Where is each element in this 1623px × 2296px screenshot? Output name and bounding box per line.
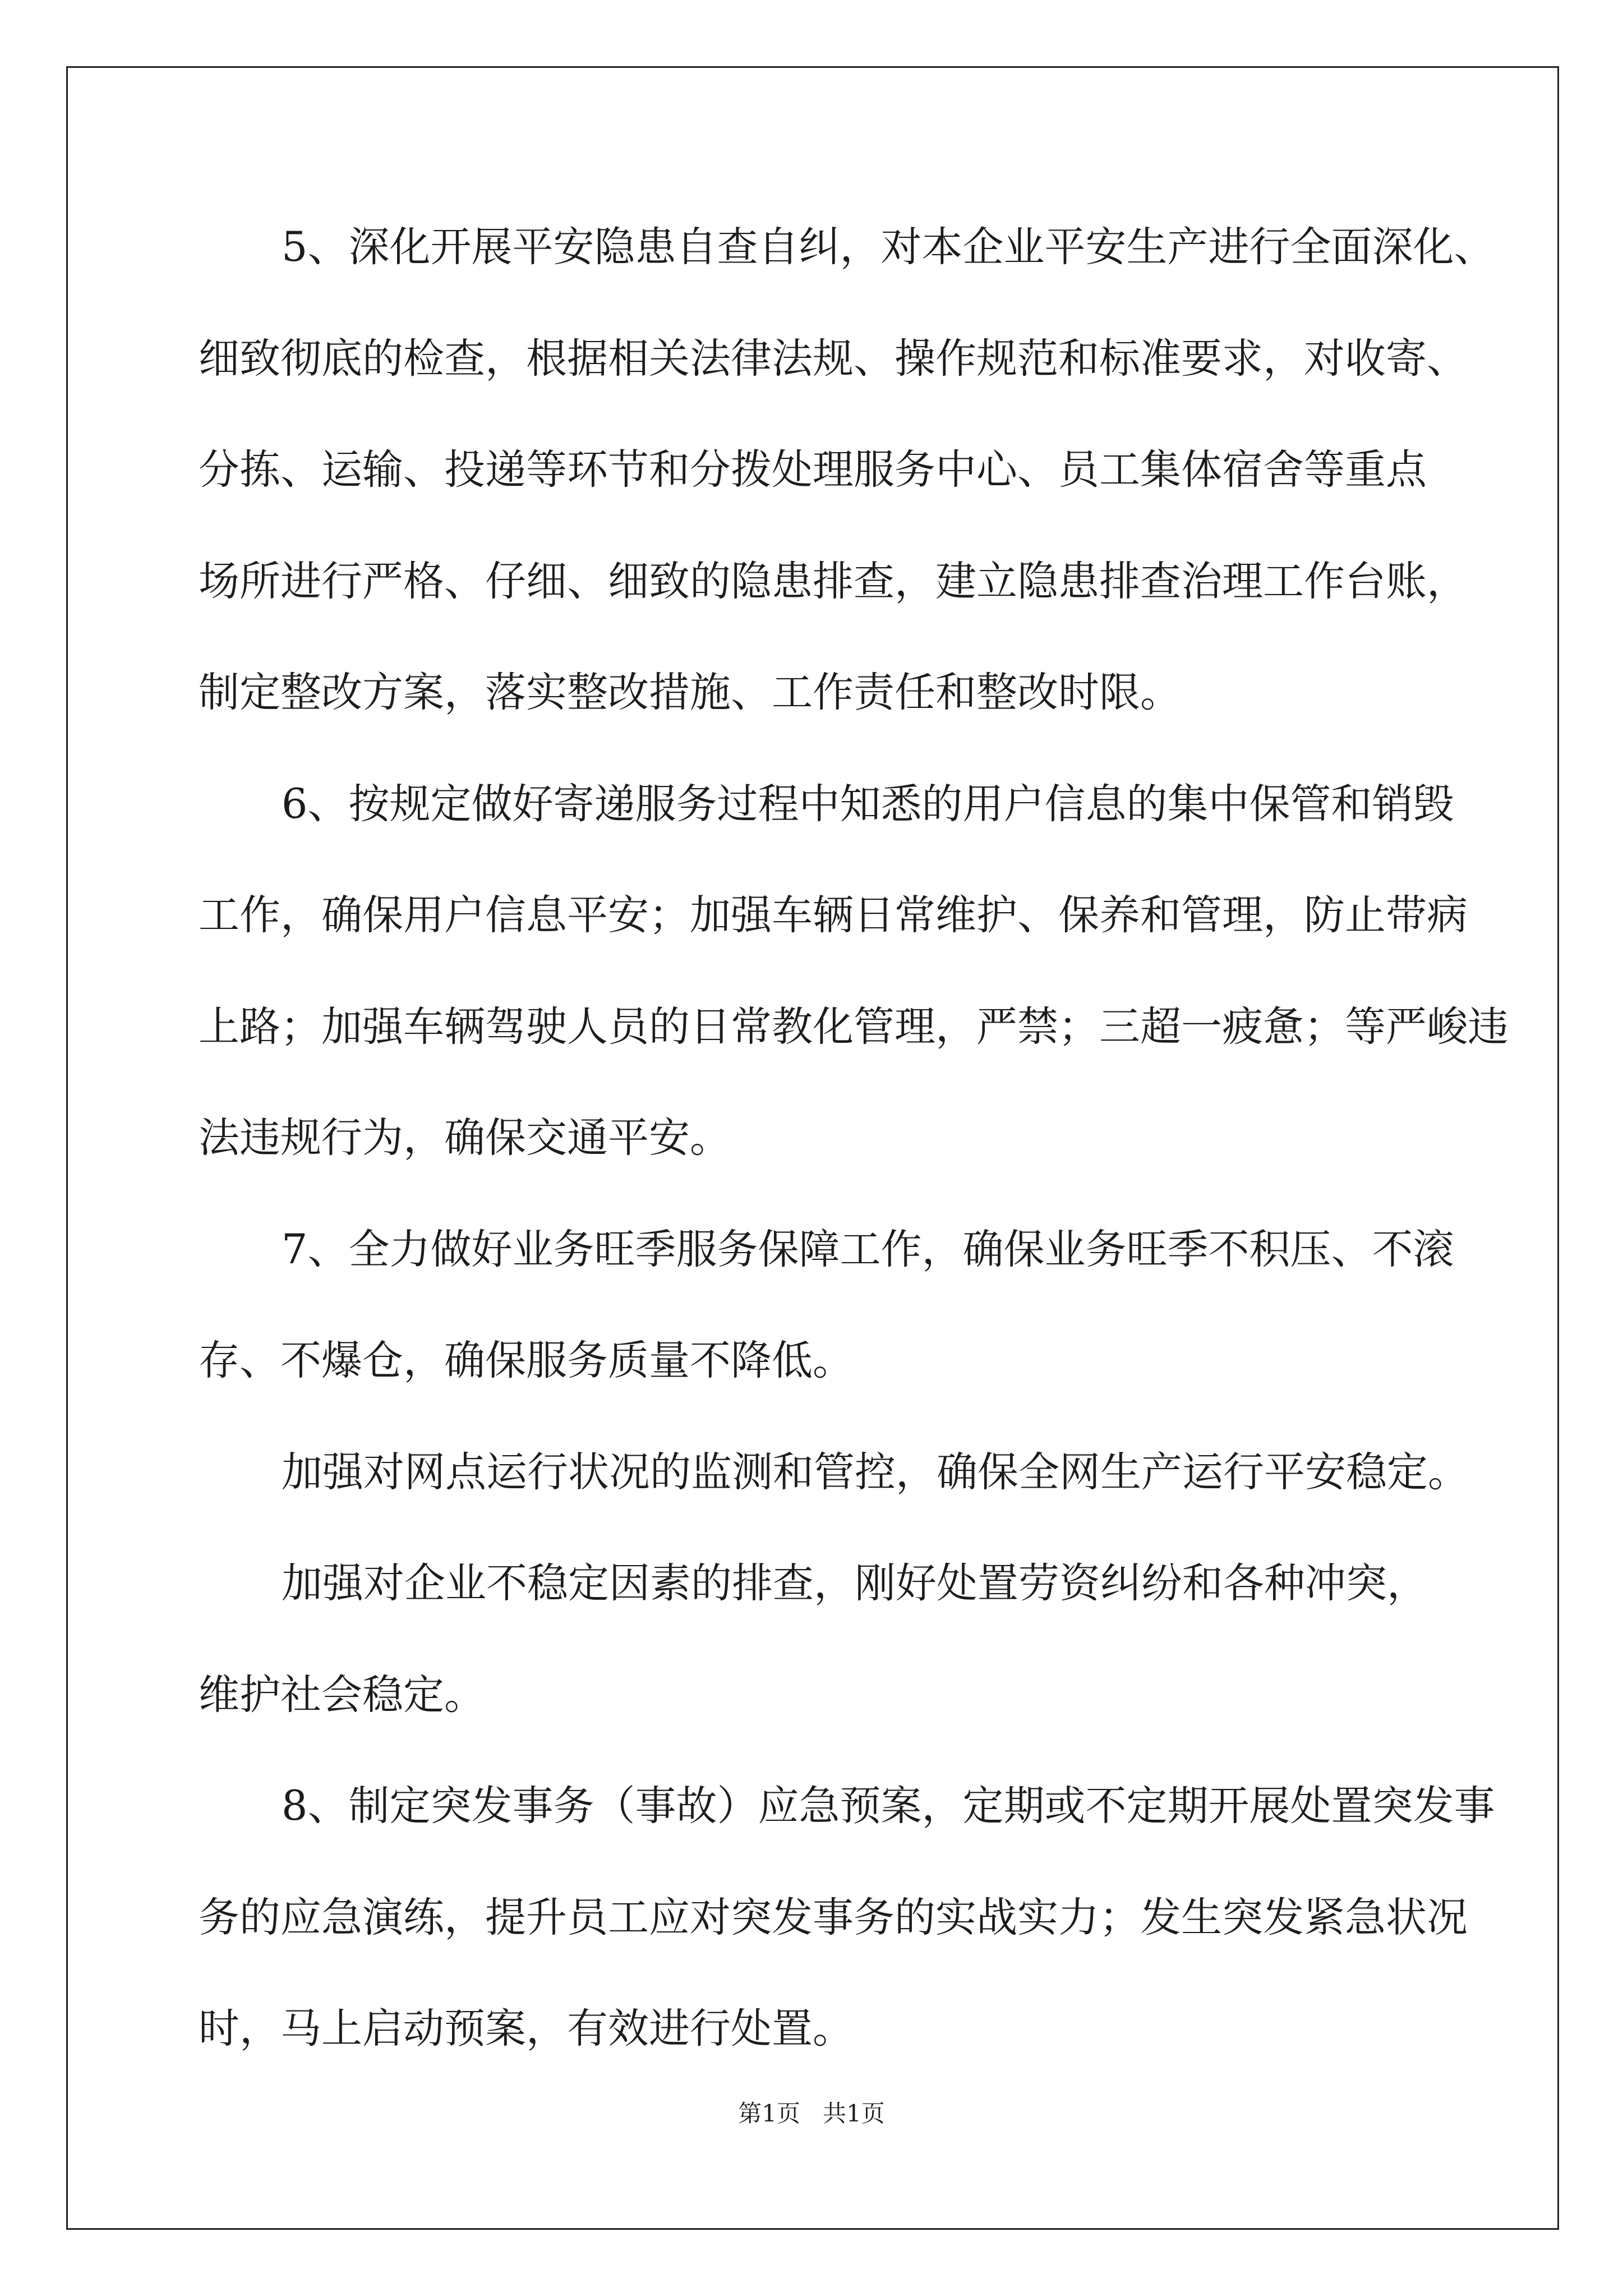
paragraph-5-line-2: 细致彻底的检查，根据相关法律法规、操作规范和标准要求，对收寄、 — [199, 335, 1468, 383]
paragraph-8-line-2: 务的应急演练，提升员工应对突发事务的实战实力；发生突发紧急状况 — [199, 1894, 1468, 1941]
paragraph-8-line-1: 8、制定突发事务（事故）应急预案，定期或不定期开展处置突发事 — [282, 1782, 1495, 1830]
paragraph-stability-line-1: 加强对企业不稳定因素的排查，刚好处置劳资纠纷和各种冲突， — [282, 1559, 1428, 1607]
paragraph-monitoring: 加强对网点运行状况的监测和管控，确保全网生产运行平安稳定。 — [282, 1448, 1469, 1496]
paragraph-6-line-4: 法违规行为，确保交通平安。 — [199, 1114, 731, 1162]
paragraph-5-line-5: 制定整改方案，落实整改措施、工作责任和整改时限。 — [199, 669, 1181, 716]
paragraph-7-line-2: 存、不爆仓，确保服务质量不降低。 — [199, 1337, 854, 1384]
paragraph-6-line-2: 工作，确保用户信息平安；加强车辆日常维护、保养和管理，防止带病 — [199, 891, 1468, 939]
paragraph-7-line-1: 7、全力做好业务旺季服务保障工作，确保业务旺季不积压、不滚 — [282, 1226, 1454, 1273]
page-number-footer: 第1页 共1页 — [738, 2100, 885, 2127]
paragraph-5-line-4: 场所进行严格、仔细、细致的隐患排查，建立隐患排查治理工作台账， — [199, 558, 1468, 605]
paragraph-stability-line-2: 维护社会稳定。 — [199, 1671, 485, 1719]
paragraph-8-line-3: 时，马上启动预案，有效进行处置。 — [199, 2005, 854, 2053]
paragraph-5-line-1: 5、深化开展平安隐患自查自纠，对本企业平安生产进行全面深化、 — [282, 223, 1495, 271]
paragraph-6-line-3: 上路；加强车辆驾驶人员的日常教化管理，严禁；三超一疲惫；等严峻违 — [199, 1003, 1509, 1051]
paragraph-5-line-3: 分拣、运输、投递等环节和分拨处理服务中心、员工集体宿舍等重点 — [199, 446, 1427, 494]
paragraph-6-line-1: 6、按规定做好寄递服务过程中知悉的用户信息的集中保管和销毁 — [282, 780, 1454, 828]
